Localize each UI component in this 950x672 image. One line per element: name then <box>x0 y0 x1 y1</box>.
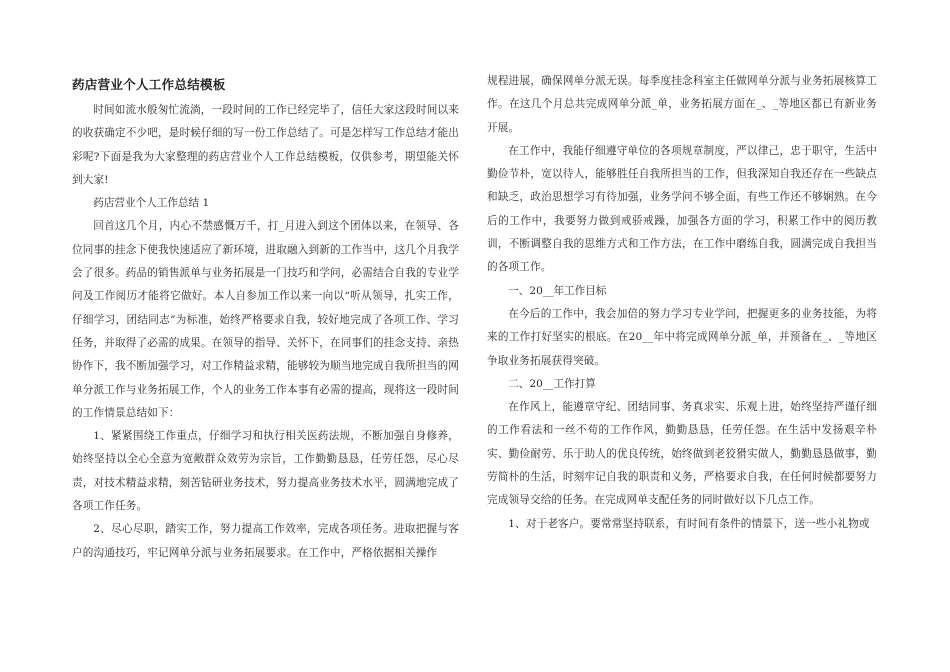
continued-paragraph: 规程进展，确保网单分派无误。每季度挂念科室主任做网单分派与业务拓展核算工作。在这几个月总共完成网单分派_单，业务拓展方面在_、_等地区都已有新业务开展。 <box>487 75 877 134</box>
body-paragraph-5: 在今后的工作中，我会加倍的努力学习专业学问，把握更多的业务技能，为将来的工作打好坚实的根底。在20__年中将完成网单分派_单，并预备在_、_等地区争取业务拓展获得突破。 <box>487 307 877 367</box>
body-paragraph-3: 2、尽心尽职，踏实工作，努力提高工作效率，完成各项任务。进取把握与客户的沟通技巧，牢记网单分派与业务拓展要求。在工作中，严格依据相关操作 <box>72 523 459 559</box>
right-column <box>487 70 877 536</box>
left-column <box>72 99 459 565</box>
body-paragraph-4: 在工作中，我能仔细遵守单位的各项规章制度，严以律己，忠于职守，生活中勤俭节朴，宽以待人，能够胜任自我所担当的工作，但我深知自我还存在一些缺点和缺乏，政治思想学习有待加强，业务学问不够全面，有些工作还不够娴熟。在今后的工作中，我要努力做到戒骄戒躁，加强各方面的学习，积累工作中的阅历教训，不断调整自我的思维方式和工作方法，在工作中磨练自我，圆满完成自我担当的各项工作。 <box>487 144 877 274</box>
body-paragraph-2: 1、紧紧围绕工作重点，仔细学习和执行相关医药法规，不断加强自身修养，始终坚持以全心全意为宽敞群众效劳为宗旨，工作勤勤恳恳，任劳任怨，尽心尽责，对技术精益求精，刻苦钻研业务技术，努力提高业务技术水平，圆满地完成了各项工作任务。 <box>72 430 459 513</box>
heading-work-plan: 二、20__工作打算 <box>508 377 596 390</box>
document-title: 药店营业个人工作总结模板 <box>72 77 226 92</box>
body-paragraph-1: 回首这几个月，内心不禁感慨万千，打_月进入到这个团体以来，在领导、各位同事的挂念下使我快速适应了新环境，进取融入到新的工作当中，这几个月我学会了很多。药品的销售派单与业务拓展是一门技巧和学问，必需结合自我的专业学问及工作阅历才能将它做好。本人自参加工作以来一向以“听从领导，扎实工作，仔细学习，团结同志”为标准，始终严格要求自我，较好地完成了各项工作、学习任务，并取得了必需的成果。在领导的指导、关怀下，在同事们的挂念支持、亲热协作下，我不断加强学习，对工作精益求精，能够较为顺当地完成自我所担当的网单分派工作与业务拓展工作，个人的业务工作本事有必需的提高，现将这一段时间的工作情景总结如下： <box>72 220 459 419</box>
body-paragraph-7: 1、对于老客户。要常常坚持联系，有时间有条件的情景下，送一些小礼物或 <box>508 517 870 530</box>
heading-work-goals: 一、20__年工作目标 <box>508 284 607 297</box>
intro-paragraph: 时间如流水般匆忙流淌，一段时间的工作已经完毕了，信任大家这段时间以来的收获确定不少吧，是时候仔细的写一份工作总结了。可是怎样写工作总结才能出彩呢?下面是我为大家整理的药店营业个人工作总结模板，仅供参考，期望能关怀到大家! <box>72 104 459 186</box>
body-paragraph-6: 在作风上，能遵章守纪、团结同事、务真求实、乐观上进，始终坚持严谨仔细的工作看法和一丝不苟的工作作风，勤勤恳恳，任劳任怨。在生活中发扬艰辛朴实、勤俭耐劳、乐于助人的优良传统，始终做到老狡猾实做人，勤勤恳恳做事，勤劳简朴的生活，时刻牢记自我的职责和义务，严格要求自我，在任何时候都要努力完成领导交给的任务。在完成网单支配任务的同时做好以下几点工作。 <box>487 401 877 507</box>
section-subtitle: 药店营业个人工作总结 1 <box>93 197 210 210</box>
